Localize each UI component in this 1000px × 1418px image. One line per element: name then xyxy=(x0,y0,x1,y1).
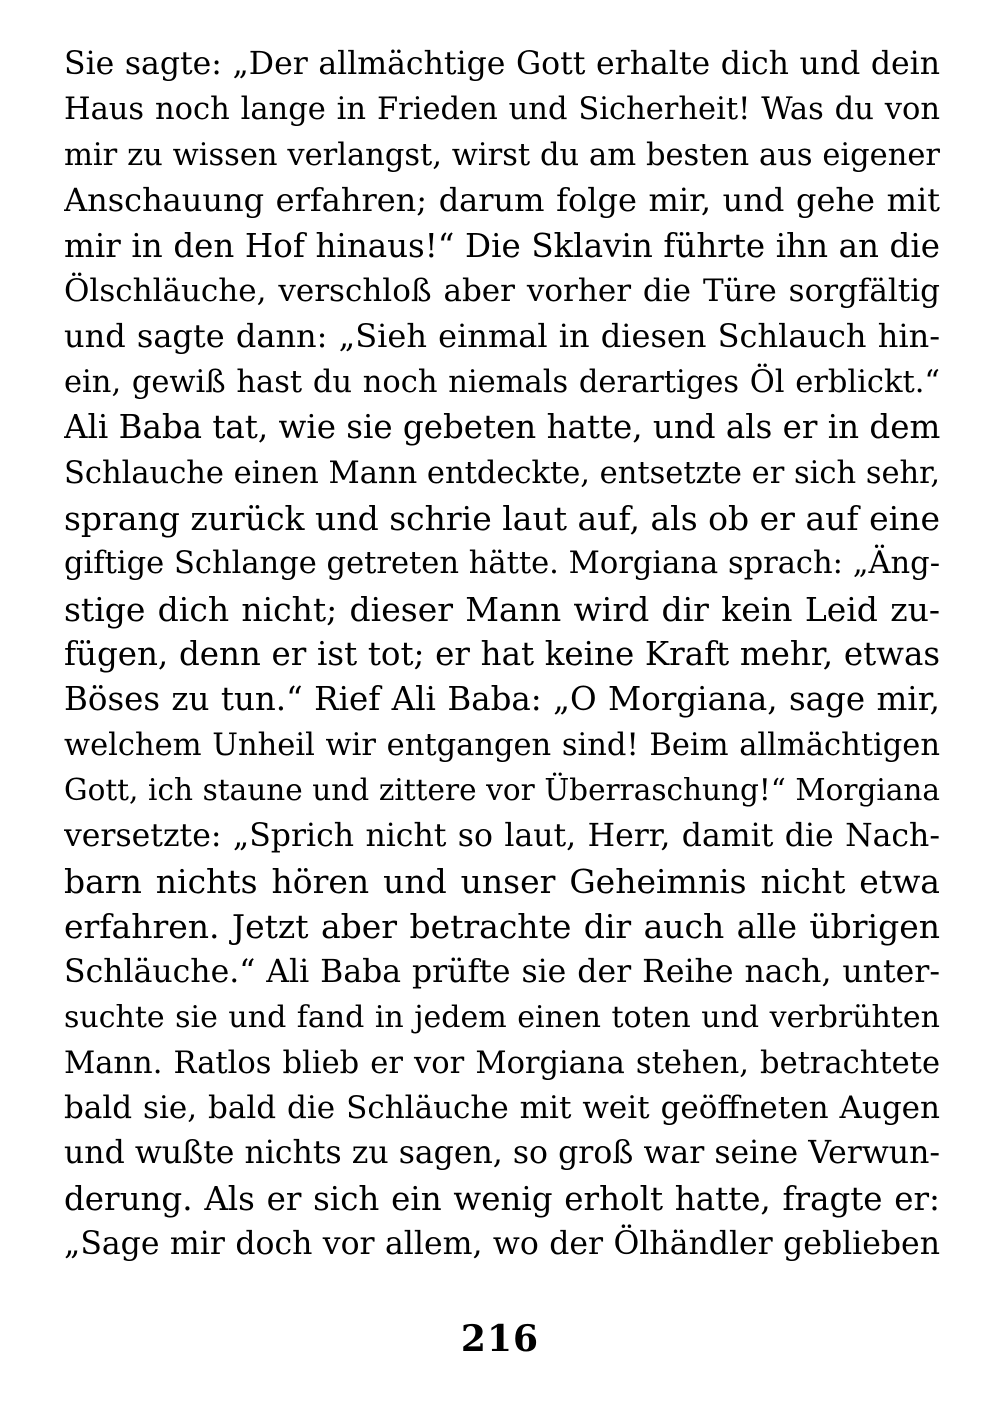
text-line-22: suchte sie und fand in jedem einen toten und verbrühten xyxy=(64,1000,940,1036)
text-line-25: und wußte nichts zu sagen, so groß war seine Verwun- xyxy=(64,1135,940,1172)
text-line-15: Böses zu tun.“ Rief Ali Baba: „O Morgiana, sage mir, xyxy=(64,680,940,719)
text-line-8: ein, gewiß hast du noch niemals derartiges Öl erblickt.“ xyxy=(64,364,940,400)
text-line-23: Mann. Ratlos blieb er vor Morgiana stehen, betrachtete xyxy=(64,1045,940,1081)
text-line-27: „Sage mir doch vor allem, wo der Ölhändler geblieben xyxy=(64,1226,940,1263)
text-line-17: Gott, ich staune und zittere vor Überraschung!“ Morgiana xyxy=(64,773,940,808)
text-line-3: mir zu wissen verlangst, wirst du am besten aus eigener xyxy=(64,137,940,173)
text-line-14: fügen, denn er ist tot; er hat keine Kraft mehr, etwas xyxy=(64,635,940,674)
text-line-16: welchem Unheil wir entgangen sind! Beim allmächtigen xyxy=(64,727,940,763)
text-line-2: Haus noch lange in Frieden und Sicherheit! Was du von xyxy=(64,92,940,128)
text-line-13: stige dich nicht; dieser Mann wird dir kein Leid zu- xyxy=(64,589,940,629)
body-text xyxy=(64,42,940,1268)
text-line-21: Schläuche.“ Ali Baba prüfte sie der Reihe nach, unter- xyxy=(64,953,940,990)
page-number: 216 xyxy=(460,1318,540,1360)
text-line-11: sprang zurück und schrie laut auf, als ob er auf eine xyxy=(64,498,940,538)
text-line-5: mir in den Hof hinaus!“ Die Sklavin führte ihn an die xyxy=(64,226,940,265)
text-line-18: versetzte: „Sprich nicht so laut, Herr, damit die Nach- xyxy=(64,817,940,854)
text-line-24: bald sie, bald die Schläuche mit weit geöffneten Augen xyxy=(64,1089,940,1126)
text-line-19: barn nichts hören und unser Geheimnis nicht etwa xyxy=(64,862,940,902)
text-line-4: Anschauung erfahren; darum folge mir, und gehe mit xyxy=(64,181,940,220)
text-line-26: derung. Als er sich ein wenig erholt hatte, fragte er: xyxy=(64,1179,940,1218)
text-line-9: Ali Baba tat, wie sie gebeten hatte, und als er in dem xyxy=(64,408,940,447)
text-line-10: Schlauche einen Mann entdeckte, entsetzte er sich sehr, xyxy=(64,455,940,491)
text-line-12: giftige Schlange getreten hätte. Morgiana sprach: „Äng- xyxy=(64,546,940,582)
text-line-7: und sagte dann: „Sieh einmal in diesen Schlauch hin- xyxy=(64,317,940,356)
text-line-20: erfahren. Jetzt aber betrachte dir auch alle übrigen xyxy=(64,907,940,947)
text-line-6: Ölschläuche, verschloß aber vorher die Türe sorgfältig xyxy=(64,272,940,309)
text-line-1: Sie sagte: „Der allmächtige Gott erhalte dich und dein xyxy=(64,46,940,82)
